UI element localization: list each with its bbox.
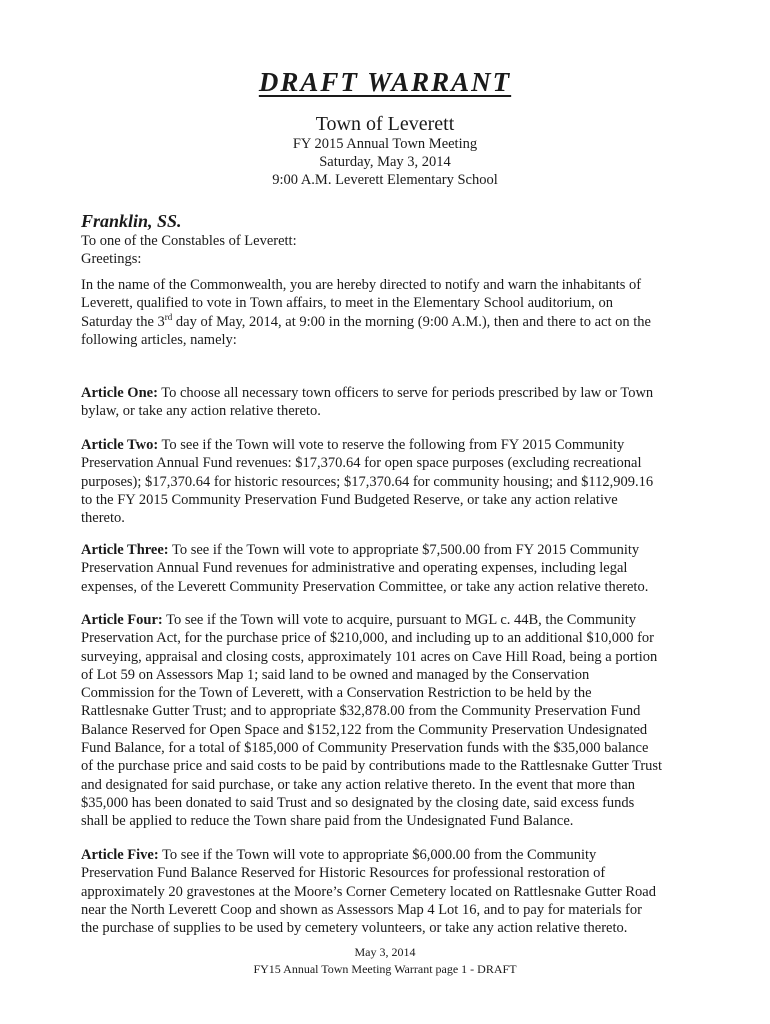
- town-name: Town of Leverett: [315, 113, 455, 135]
- article-line: to the FY 2015 Community Preservation Fund Budgeted Reserve, or take any action relative: [81, 491, 618, 508]
- article-label: Article Three:: [81, 542, 169, 558]
- article-line: Preservation Fund Balance Reserved for Historic Resources for professional restoration of: [81, 865, 606, 882]
- article-line: Commission for the Town of Leverett, with a Conservation Restriction to be held by the: [81, 685, 592, 702]
- article-text: To see if the Town will vote to reserve the following from FY 2015 Community: [158, 437, 625, 453]
- article-label: Article Five:: [81, 847, 159, 863]
- article-four: [81, 611, 691, 831]
- article-line: [81, 384, 691, 402]
- article-label: Article Two:: [81, 437, 159, 453]
- article-label: Article One:: [81, 385, 158, 401]
- article-line: purposes); $17,370.64 for historic resources; $17,370.64 for community housing; and $112,909.16: [81, 473, 654, 490]
- salutation-block: [81, 232, 691, 269]
- article-text: To see if the Town will vote to appropriate $7,500.00 from FY 2015 Community: [168, 542, 640, 558]
- intro-text: Saturday the 3: [81, 313, 165, 330]
- document-title: [0, 66, 770, 98]
- title-text: DRAFT WARRANT: [258, 67, 512, 97]
- article-text: To see if the Town will vote to appropriate $6,000.00 from the Community: [158, 847, 597, 863]
- article-one: [81, 384, 691, 421]
- meeting-time-place: 9:00 A.M. Leverett Elementary School: [272, 172, 498, 188]
- meeting-date: Saturday, May 3, 2014: [319, 154, 451, 170]
- article-line: [81, 541, 691, 559]
- meeting-name: FY 2015 Annual Town Meeting: [292, 136, 478, 152]
- article-line: the purchase of supplies to be used by cemetery volunteers, or take any action relative thereto.: [81, 920, 628, 937]
- article-line: Preservation Act, for the purchase price of $210,000, and including up to an additional $10,000 for: [81, 630, 655, 647]
- article-line: of the purchase price and said costs to be paid by contributions made to the Rattlesnake Gutter Trust: [81, 758, 663, 775]
- salutation-greetings: Greetings:: [81, 251, 142, 268]
- article-line: and designated for said purchase, or take any action relative thereto. In the event that more than: [81, 776, 636, 793]
- ordinal-suffix: rd: [164, 311, 173, 322]
- article-line: Preservation Annual Fund revenues: $17,370.64 for open space purposes (excluding recreational: [81, 455, 642, 472]
- article-text: To see if the Town will vote to acquire, pursuant to MGL c. 44B, the Community: [162, 612, 637, 628]
- article-line: [81, 846, 691, 864]
- article-line: surveying, appraisal and closing costs, approximately 101 acres on Cave Hill Road, being a portion: [81, 648, 658, 665]
- intro-text: day of May, 2014, at 9:00 in the morning (9:00 A.M.), then and there to act on the: [172, 313, 651, 330]
- intro-line: following articles, namely:: [81, 331, 237, 348]
- article-three: [81, 541, 691, 596]
- article-line: [81, 436, 691, 454]
- article-line: $35,000 has been donated to said Trust and so designated by the closing date, said excess funds: [81, 794, 635, 811]
- footer-date: May 3, 2014: [354, 945, 416, 959]
- footer-page-label: FY15 Annual Town Meeting Warrant page 1 - DRAFT: [253, 962, 517, 976]
- article-line: [81, 611, 691, 629]
- article-line: of Lot 59 on Assessors Map 1; said land to be owned and managed by the Conservation: [81, 666, 590, 683]
- article-line: Fund Balance, for a total of $185,000 of Community Preservation funds with the $35,000 balance: [81, 740, 649, 757]
- article-line: expenses, of the Leverett Community Preservation Committee, or take any action relative thereto.: [81, 578, 649, 595]
- article-line: near the North Leverett Coop and shown as Assessors Map 4 Lot 16, and to pay for materials for: [81, 901, 642, 918]
- article-line: approximately 20 gravestones at the Moore’s Corner Cemetery located on Rattlesnake Gutter Road: [81, 883, 656, 900]
- article-five: [81, 846, 691, 937]
- intro-line: Leverett, qualified to vote in Town affairs, to meet in the Elementary School auditorium, on: [81, 295, 613, 312]
- article-line: Balance Reserved for Open Space and $152,122 from the Community Preservation Undesignated: [81, 721, 648, 738]
- article-line: shall be applied to reduce the Town share paid from the Undesignated Fund Balance.: [81, 813, 574, 830]
- article-two: [81, 436, 691, 527]
- article-text: To choose all necessary town officers to serve for periods prescribed by law or Town: [157, 385, 654, 401]
- article-line: bylaw, or take any action relative thereto.: [81, 403, 321, 420]
- article-line: thereto.: [81, 510, 125, 527]
- salutation-to: To one of the Constables of Leverett:: [81, 233, 297, 249]
- article-line: Rattlesnake Gutter Trust; and to appropriate $32,878.00 from the Community Preservation Fund: [81, 703, 641, 720]
- intro-paragraph: [81, 276, 691, 349]
- article-line: Preservation Annual Fund revenues for administrative and operating expenses, including legal: [81, 560, 628, 577]
- intro-line: [81, 313, 691, 331]
- intro-line: In the name of the Commonwealth, you are hereby directed to notify and warn the inhabitants of: [81, 277, 642, 293]
- article-label: Article Four:: [81, 612, 163, 628]
- county-heading: Franklin, SS.: [81, 211, 182, 231]
